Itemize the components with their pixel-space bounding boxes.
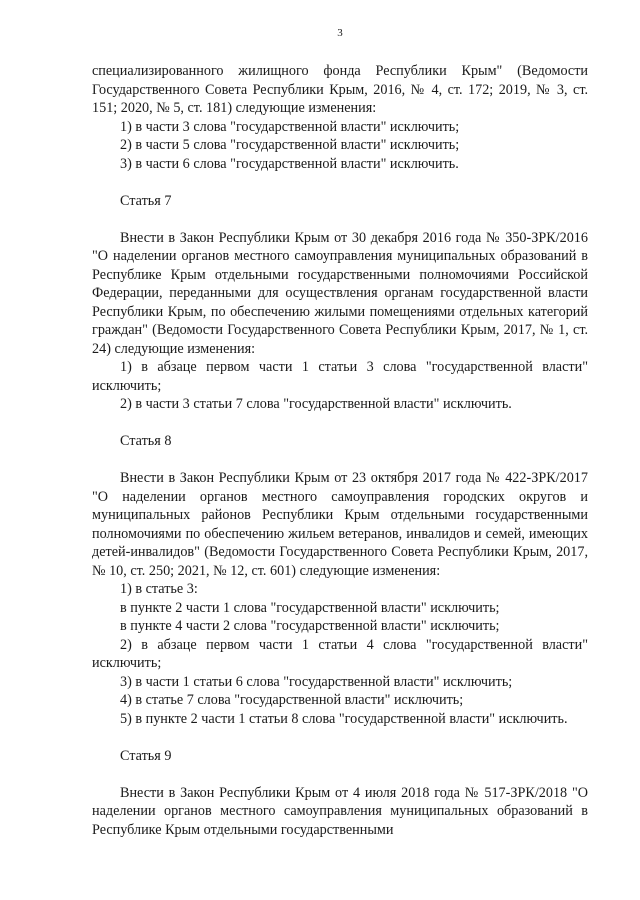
list-item: 1) в абзаце первом части 1 статьи 3 слова "государственной власти" исключить; — [92, 359, 588, 394]
paragraph-spacer — [92, 210, 588, 229]
paragraph-spacer — [92, 451, 588, 470]
article-heading: Статья 8 — [120, 433, 172, 449]
page-number: 3 — [337, 27, 343, 39]
list-item: в пункте 2 части 1 слова "государственной власти" исключить; — [120, 599, 500, 616]
paragraph: Внести в Закон Республики Крым от 23 октября 2017 года № 422-ЗРК/2017 "О наделении органов местного самоуправления городских округов и муниципальных районов Республики Крым отдельными государственными полномочиями по обеспечению жильем ветеранов, инвалидов и семей, имеющих детей-инвалидов" (Ведомости Государственного Совета Республики Крым, 2017, № 10, ст. 250; 2021, № 12, ст. 601) следующие изменения: — [92, 470, 588, 579]
paragraph-spacer — [92, 765, 588, 784]
paragraph: Внести в Закон Республики Крым от 4 июля 2018 года № 517-ЗРК/2018 "О наделении органов местного самоуправления муниципальных образований в Республике Крым отдельными государственными — [92, 784, 588, 838]
paragraph-spacer — [92, 414, 588, 433]
list-item: 2) в части 5 слова "государственной власти" исключить; — [120, 137, 460, 153]
paragraph: специализированного жилищного фонда Республики Крым" (Ведомости Государственного Совета Республики Крым, 2016, № 4, ст. 172; 2019, № 3, ст. 151; 2020, № 5, ст. 181) следующие изменения: — [92, 63, 588, 116]
list-item: 5) в пункте 2 части 1 статьи 8 слова "государственной власти" исключить. — [120, 710, 568, 727]
list-item: 4) в статье 7 слова "государственной власти" исключить; — [120, 692, 464, 708]
list-item: 2) в абзаце первом части 1 статьи 4 слова "государственной власти" исключить; — [92, 636, 588, 671]
list-item: 1) в части 3 слова "государственной власти" исключить; — [120, 118, 460, 135]
list-item: 2) в части 3 статьи 7 слова "государственной власти" исключить. — [120, 396, 512, 412]
article-heading: Статья 7 — [120, 192, 172, 209]
paragraph: Внести в Закон Республики Крым от 30 декабря 2016 года № 350-ЗРК/2016 "О наделении органов местного самоуправления муниципальных образований в Республике Крым отдельными государственными полномочиями Российской Федерации, переданными для осуществления органам государственной власти Республики Крым, по обеспечению жилыми помещениями отдельных категорий граждан" (Ведомости Государственного Совета Республики Крым, 2017, № 1, ст. 24) следующие изменения: — [92, 229, 588, 357]
article-heading: Статья 9 — [120, 747, 172, 764]
paragraph-spacer — [92, 728, 588, 747]
list-item: в пункте 4 части 2 слова "государственной власти" исключить; — [120, 618, 500, 634]
list-item: 3) в части 6 слова "государственной власти" исключить. — [120, 155, 459, 172]
paragraph-spacer — [92, 173, 588, 192]
list-item: 3) в части 1 статьи 6 слова "государственной власти" исключить; — [120, 673, 513, 690]
list-item: 1) в статье 3: — [120, 581, 198, 597]
document-body — [92, 62, 588, 839]
